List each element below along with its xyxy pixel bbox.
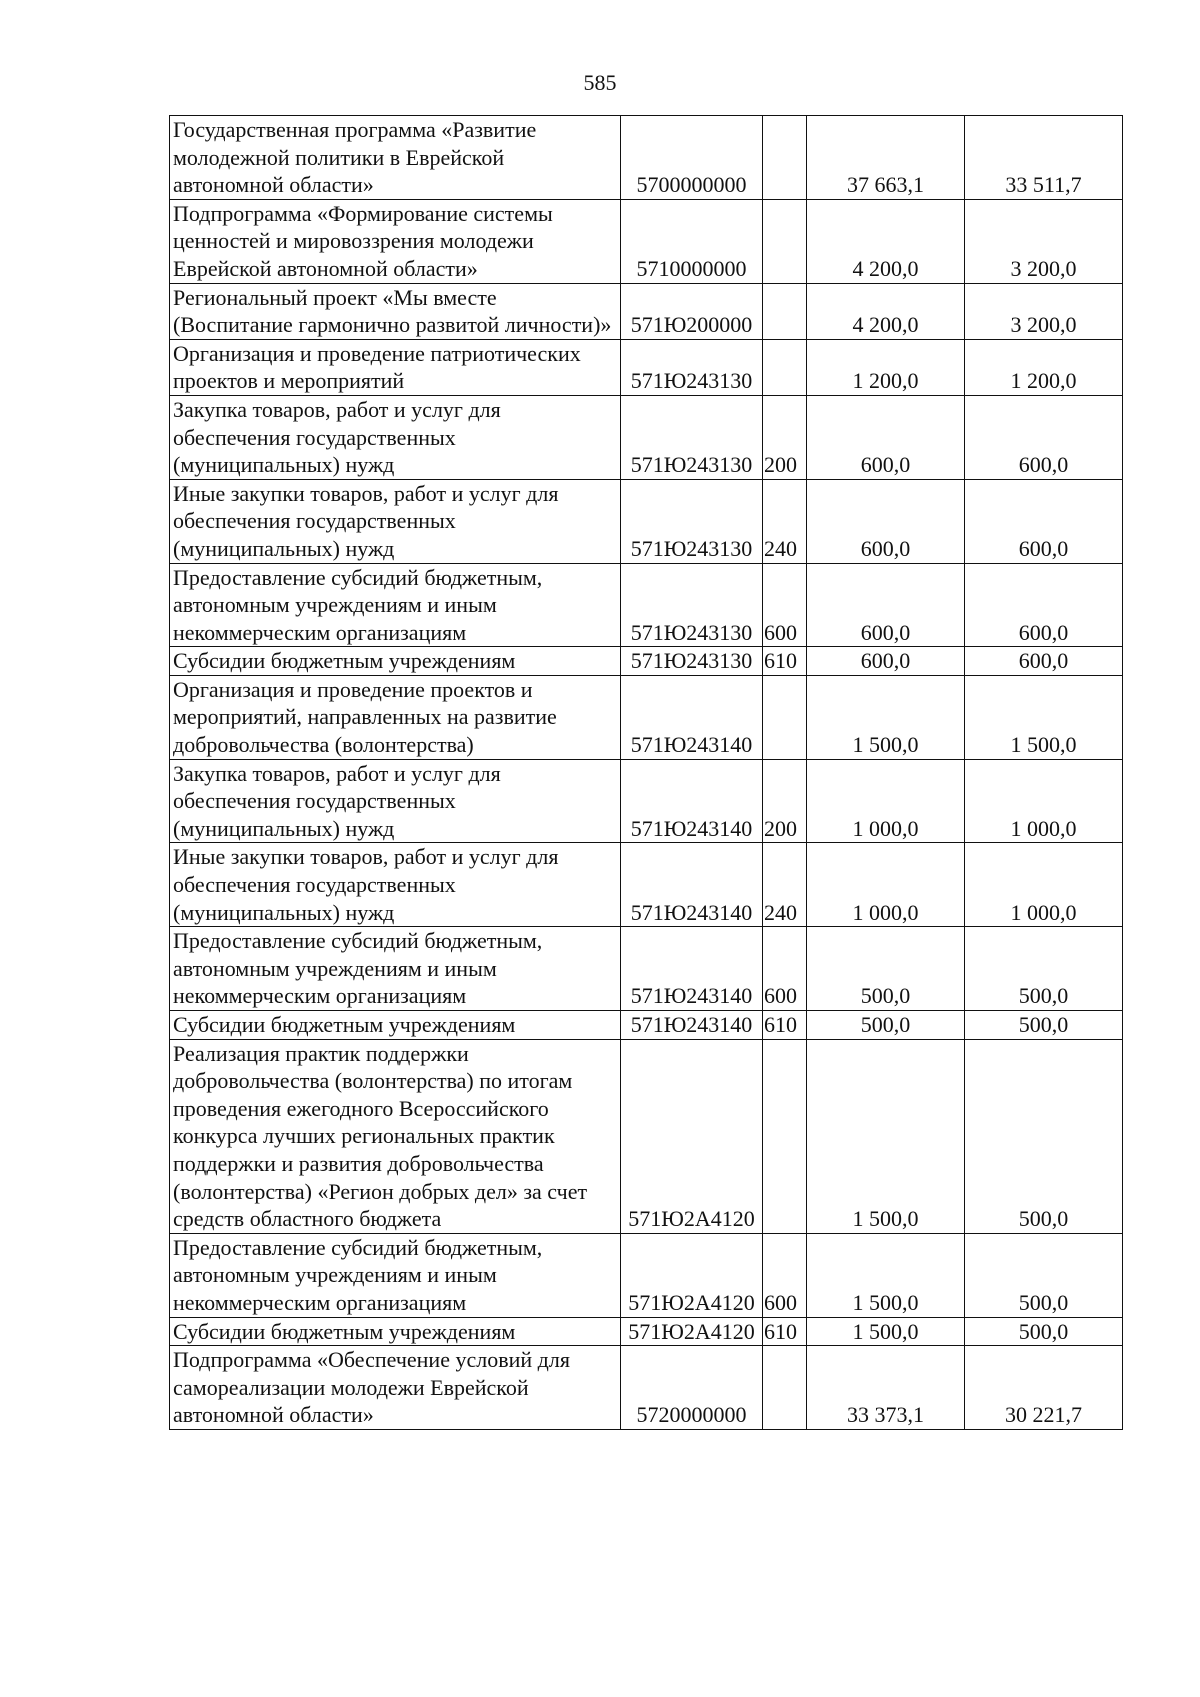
table-row: [170, 479, 1123, 563]
row-code: 571Ю243140: [621, 675, 763, 759]
table-row: [170, 843, 1123, 927]
table-row: [170, 1233, 1123, 1317]
table-row: [170, 339, 1123, 395]
row-expense-type: 600: [763, 1233, 807, 1317]
row-amount-1: 33 373,1: [807, 1346, 965, 1430]
row-amount-2: 600,0: [965, 395, 1123, 479]
table-row: [170, 563, 1123, 647]
row-expense-type: 610: [763, 1011, 807, 1040]
row-amount-1: 1 200,0: [807, 339, 965, 395]
table-row: [170, 1039, 1123, 1233]
row-amount-1: 600,0: [807, 563, 965, 647]
row-code: 571Ю243130: [621, 563, 763, 647]
row-amount-2: 1 000,0: [965, 759, 1123, 843]
row-expense-type: 200: [763, 759, 807, 843]
row-name: Организация и проведение патриотических проектов и мероприятий: [170, 339, 621, 395]
row-expense-type: [763, 283, 807, 339]
row-expense-type: 610: [763, 647, 807, 676]
row-expense-type: 600: [763, 563, 807, 647]
row-code: 5720000000: [621, 1346, 763, 1430]
row-name: Предоставление субсидий бюджетным, автономным учреждениям и иным некоммерческим организациям: [170, 563, 621, 647]
row-name: Предоставление субсидий бюджетным, автономным учреждениям и иным некоммерческим организациям: [170, 927, 621, 1011]
row-name: Подпрограмма «Обеспечение условий для самореализации молодежи Еврейской автономной области»: [170, 1346, 621, 1430]
row-amount-1: 4 200,0: [807, 199, 965, 283]
row-code: 571Ю2А4120: [621, 1317, 763, 1346]
row-amount-2: 1 500,0: [965, 675, 1123, 759]
table-row: [170, 675, 1123, 759]
row-amount-2: 1 200,0: [965, 339, 1123, 395]
row-amount-1: 1 500,0: [807, 675, 965, 759]
row-amount-1: 600,0: [807, 479, 965, 563]
row-code: 571Ю243130: [621, 479, 763, 563]
row-name: Субсидии бюджетным учреждениям: [170, 647, 621, 676]
row-code: 571Ю243130: [621, 395, 763, 479]
row-amount-2: 600,0: [965, 479, 1123, 563]
row-amount-1: 500,0: [807, 1011, 965, 1040]
row-amount-2: 3 200,0: [965, 283, 1123, 339]
row-amount-1: 1 000,0: [807, 759, 965, 843]
budget-table-body: [170, 116, 1123, 1430]
row-expense-type: 600: [763, 927, 807, 1011]
row-expense-type: [763, 199, 807, 283]
row-expense-type: 200: [763, 395, 807, 479]
row-expense-type: [763, 1039, 807, 1233]
row-expense-type: 240: [763, 843, 807, 927]
table-row: [170, 647, 1123, 676]
table-row: [170, 116, 1123, 200]
row-amount-2: 1 000,0: [965, 843, 1123, 927]
row-amount-1: 4 200,0: [807, 283, 965, 339]
table-row: [170, 395, 1123, 479]
row-code: 571Ю2А4120: [621, 1233, 763, 1317]
row-name: Организация и проведение проектов и мероприятий, направленных на развитие добровольчества (волонтерства): [170, 675, 621, 759]
row-code: 571Ю243130: [621, 339, 763, 395]
row-expense-type: 610: [763, 1317, 807, 1346]
row-name: Закупка товаров, работ и услуг для обеспечения государственных (муниципальных) нужд: [170, 395, 621, 479]
table-row: [170, 1011, 1123, 1040]
row-amount-2: 500,0: [965, 1039, 1123, 1233]
table-row: [170, 283, 1123, 339]
row-amount-1: 1 000,0: [807, 843, 965, 927]
row-name: Субсидии бюджетным учреждениям: [170, 1011, 621, 1040]
row-expense-type: [763, 116, 807, 200]
table-row: [170, 927, 1123, 1011]
row-name: Иные закупки товаров, работ и услуг для обеспечения государственных (муниципальных) нужд: [170, 479, 621, 563]
row-amount-2: 500,0: [965, 1317, 1123, 1346]
row-name: Государственная программа «Развитие молодежной политики в Еврейской автономной области»: [170, 116, 621, 200]
row-expense-type: 240: [763, 479, 807, 563]
table-row: [170, 1346, 1123, 1430]
row-code: 5710000000: [621, 199, 763, 283]
row-code: 5700000000: [621, 116, 763, 200]
table-row: [170, 759, 1123, 843]
row-amount-2: 600,0: [965, 563, 1123, 647]
row-name: Региональный проект «Мы вместе (Воспитание гармонично развитой личности)»: [170, 283, 621, 339]
table-row: [170, 1317, 1123, 1346]
budget-table: [169, 115, 1123, 1430]
row-amount-2: 3 200,0: [965, 199, 1123, 283]
row-amount-1: 600,0: [807, 647, 965, 676]
row-code: 571Ю243130: [621, 647, 763, 676]
row-code: 571Ю243140: [621, 1011, 763, 1040]
row-amount-2: 500,0: [965, 1011, 1123, 1040]
row-amount-2: 500,0: [965, 927, 1123, 1011]
row-name: Предоставление субсидий бюджетным, автономным учреждениям и иным некоммерческим организациям: [170, 1233, 621, 1317]
row-code: 571Ю243140: [621, 843, 763, 927]
row-name: Иные закупки товаров, работ и услуг для обеспечения государственных (муниципальных) нужд: [170, 843, 621, 927]
row-code: 571Ю200000: [621, 283, 763, 339]
row-code: 571Ю243140: [621, 927, 763, 1011]
row-name: Подпрограмма «Формирование системы ценностей и мировоззрения молодежи Еврейской автономной области»: [170, 199, 621, 283]
row-expense-type: [763, 675, 807, 759]
row-name: Субсидии бюджетным учреждениям: [170, 1317, 621, 1346]
row-name: Закупка товаров, работ и услуг для обеспечения государственных (муниципальных) нужд: [170, 759, 621, 843]
row-amount-1: 1 500,0: [807, 1039, 965, 1233]
table-row: [170, 199, 1123, 283]
row-amount-2: 500,0: [965, 1233, 1123, 1317]
row-name: Реализация практик поддержки добровольчества (волонтерства) по итогам проведения ежегодного Всероссийского конкурса лучших региональных практик поддержки и развития добровольчества (волонтерства) «Регион добрых дел» за счет средств областного бюджета: [170, 1039, 621, 1233]
row-amount-1: 37 663,1: [807, 116, 965, 200]
page-number: 585: [583, 70, 617, 95]
row-code: 571Ю243140: [621, 759, 763, 843]
row-amount-1: 600,0: [807, 395, 965, 479]
row-amount-1: 500,0: [807, 927, 965, 1011]
row-amount-1: 1 500,0: [807, 1317, 965, 1346]
row-amount-2: 600,0: [965, 647, 1123, 676]
row-code: 571Ю2А4120: [621, 1039, 763, 1233]
row-amount-2: 33 511,7: [965, 116, 1123, 200]
row-amount-1: 1 500,0: [807, 1233, 965, 1317]
row-expense-type: [763, 339, 807, 395]
row-expense-type: [763, 1346, 807, 1430]
row-amount-2: 30 221,7: [965, 1346, 1123, 1430]
